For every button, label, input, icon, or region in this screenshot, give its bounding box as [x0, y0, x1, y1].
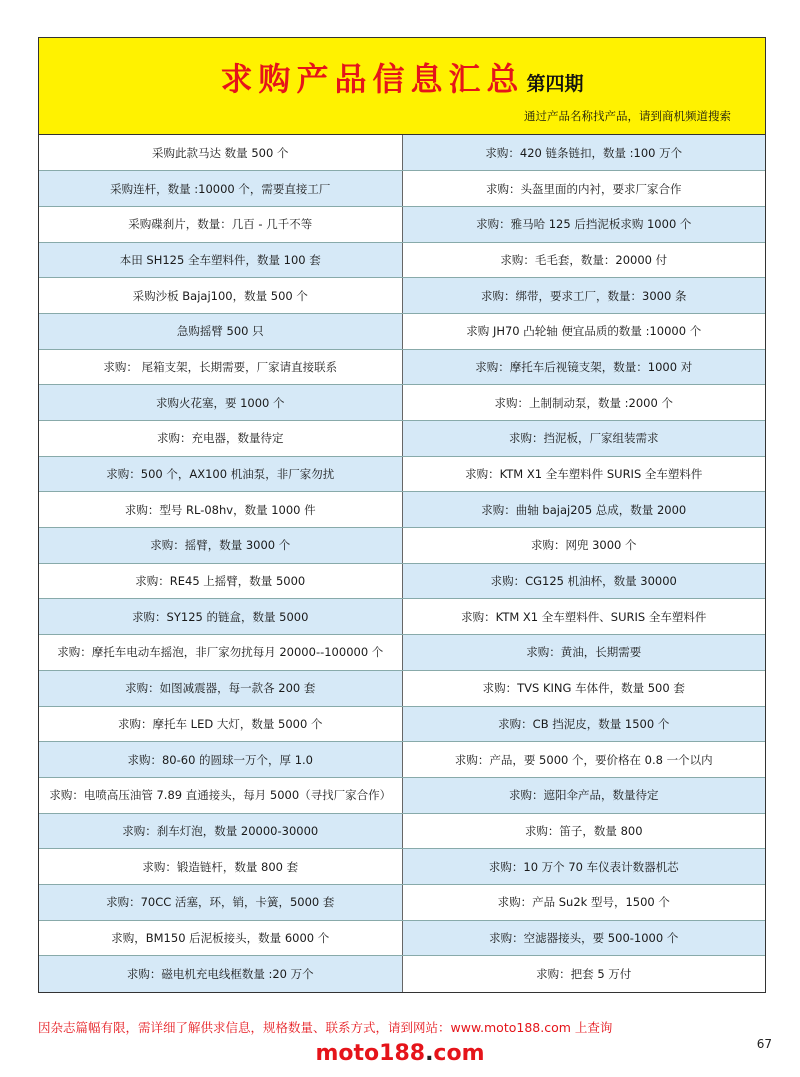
title-main: 求购产品信息汇总 [220, 60, 525, 98]
request-cell-left: 求购：刹车灯泡，数量 20000-30000 [39, 813, 402, 849]
request-cell-right: 求购：毛毛套，数量：20000 付 [402, 242, 765, 278]
request-cell-left: 求购：型号 RL-08hv，数量 1000 件 [39, 492, 402, 528]
listing-sheet [38, 37, 766, 993]
table-row [39, 813, 765, 849]
request-cell-right: 求购：KTM X1 全车塑料件、SURIS 全车塑料件 [402, 599, 765, 635]
request-cell-right: 求购：产品 Su2k 型号，1500 个 [402, 884, 765, 920]
request-cell-left: 求购：80-60 的圆球一万个，厚 1.0 [39, 742, 402, 778]
request-cell-left: 求购：电喷高压油管 7.89 直通接头，每月 5000（寻找厂家合作） [39, 777, 402, 813]
request-cell-right: 求购：CB 挡泥皮，数量 1500 个 [402, 706, 765, 742]
table-row [39, 670, 765, 706]
table-row [39, 349, 765, 385]
request-table [39, 135, 765, 992]
request-cell-right: 求购：420 链条链扣，数量 :100 万个 [402, 135, 765, 171]
request-cell-left: 急购摇臂 500 只 [39, 313, 402, 349]
site-dot: . [425, 1041, 434, 1066]
request-cell-left: 求购：摩托车电动车摇泡，非厂家勿扰每月 20000--100000 个 [39, 635, 402, 671]
table-row [39, 313, 765, 349]
table-row [39, 599, 765, 635]
request-cell-left: 采购连杆，数量 :10000 个，需要直接工厂 [39, 171, 402, 207]
request-cell-right: 求购：把套 5 万付 [402, 956, 765, 992]
request-cell-right: 求购：产品，要 5000 个，要价格在 0.8 一个以内 [402, 742, 765, 778]
table-row [39, 777, 765, 813]
table-row [39, 242, 765, 278]
request-cell-left: 采购此款马达 数量 500 个 [39, 135, 402, 171]
issue-label: 第四期 [526, 73, 584, 95]
table-row [39, 421, 765, 457]
request-cell-right: 求购：曲轴 bajaj205 总成，数量 2000 [402, 492, 765, 528]
table-row [39, 849, 765, 885]
footer-note: 因杂志篇幅有限，需详细了解供求信息，规格数量、联系方式，请到网站：www.moto188.com 上查询 [38, 1020, 613, 1035]
table-row [39, 206, 765, 242]
table-row [39, 706, 765, 742]
request-cell-left: 求购：摇臂，数量 3000 个 [39, 528, 402, 564]
request-cell-left: 求购：500 个，AX100 机油泵，非厂家勿扰 [39, 456, 402, 492]
table-row [39, 278, 765, 314]
table-row [39, 385, 765, 421]
request-cell-right: 求购：摩托车后视镜支架，数量：1000 对 [402, 349, 765, 385]
subtitle: 通过产品名称找产品，请到商机频道搜索 [524, 109, 731, 123]
table-row [39, 920, 765, 956]
request-cell-right: 求购：笛子，数量 800 [402, 813, 765, 849]
request-cell-left: 求购：磁电机充电线框数量 :20 万个 [39, 956, 402, 992]
request-cell-right: 求购：挡泥板，厂家组装需求 [402, 421, 765, 457]
table-row [39, 171, 765, 207]
request-cell-right: 求购：雅马哈 125 后挡泥板求购 1000 个 [402, 206, 765, 242]
table-row [39, 135, 765, 171]
site-suffix: com [433, 1041, 485, 1066]
request-cell-right: 求购：黄油，长期需要 [402, 635, 765, 671]
table-row [39, 492, 765, 528]
request-cell-left: 采购碟刹片，数量：几百 - 几千不等 [39, 206, 402, 242]
page-title [39, 54, 765, 100]
request-cell-left: 求购火花塞，要 1000 个 [39, 385, 402, 421]
request-cell-left: 求购： 尾箱支架，长期需要，厂家请直接联系 [39, 349, 402, 385]
table-row [39, 884, 765, 920]
request-cell-left: 求购：如图减震器，每一款各 200 套 [39, 670, 402, 706]
request-cell-right: 求购：10 万个 70 车仪表计数器机芯 [402, 849, 765, 885]
request-cell-right: 求购：网兜 3000 个 [402, 528, 765, 564]
request-cell-right: 求购 JH70 凸轮轴 便宜品质的数量 :10000 个 [402, 313, 765, 349]
request-cell-left: 求购：锻造链杆，数量 800 套 [39, 849, 402, 885]
site-prefix: moto188 [315, 1041, 426, 1066]
table-row [39, 563, 765, 599]
request-cell-left: 求购：70CC 活塞，环，销，卡簧，5000 套 [39, 884, 402, 920]
request-cell-right: 求购：空滤器接头，要 500-1000 个 [402, 920, 765, 956]
request-cell-left: 本田 SH125 全车塑料件，数量 100 套 [39, 242, 402, 278]
request-cell-right: 求购：TVS KING 车体件，数量 500 套 [402, 670, 765, 706]
page-number: 67 [756, 1037, 772, 1051]
request-cell-right: 求购：头盔里面的内衬，要求厂家合作 [402, 171, 765, 207]
request-cell-right: 求购：绑带，要求工厂，数量：3000 条 [402, 278, 765, 314]
request-cell-right: 求购：上制制动泵，数量 :2000 个 [402, 385, 765, 421]
table-row [39, 956, 765, 992]
request-cell-left: 求购，BM150 后泥板接头，数量 6000 个 [39, 920, 402, 956]
table-row [39, 635, 765, 671]
request-cell-right: 求购：CG125 机油杯，数量 30000 [402, 563, 765, 599]
request-cell-left: 求购：充电器，数量待定 [39, 421, 402, 457]
header-banner [39, 38, 765, 135]
request-cell-left: 采购沙板 Bajaj100，数量 500 个 [39, 278, 402, 314]
request-cell-right: 求购：遮阳伞产品，数量待定 [402, 777, 765, 813]
table-row [39, 742, 765, 778]
request-cell-left: 求购：RE45 上摇臂，数量 5000 [39, 563, 402, 599]
table-row [39, 456, 765, 492]
request-cell-right: 求购：KTM X1 全车塑料件 SURIS 全车塑料件 [402, 456, 765, 492]
table-row [39, 528, 765, 564]
request-cell-left: 求购：SY125 的链盒，数量 5000 [39, 599, 402, 635]
website-logo[interactable] [0, 1041, 800, 1066]
request-cell-left: 求购：摩托车 LED 大灯，数量 5000 个 [39, 706, 402, 742]
